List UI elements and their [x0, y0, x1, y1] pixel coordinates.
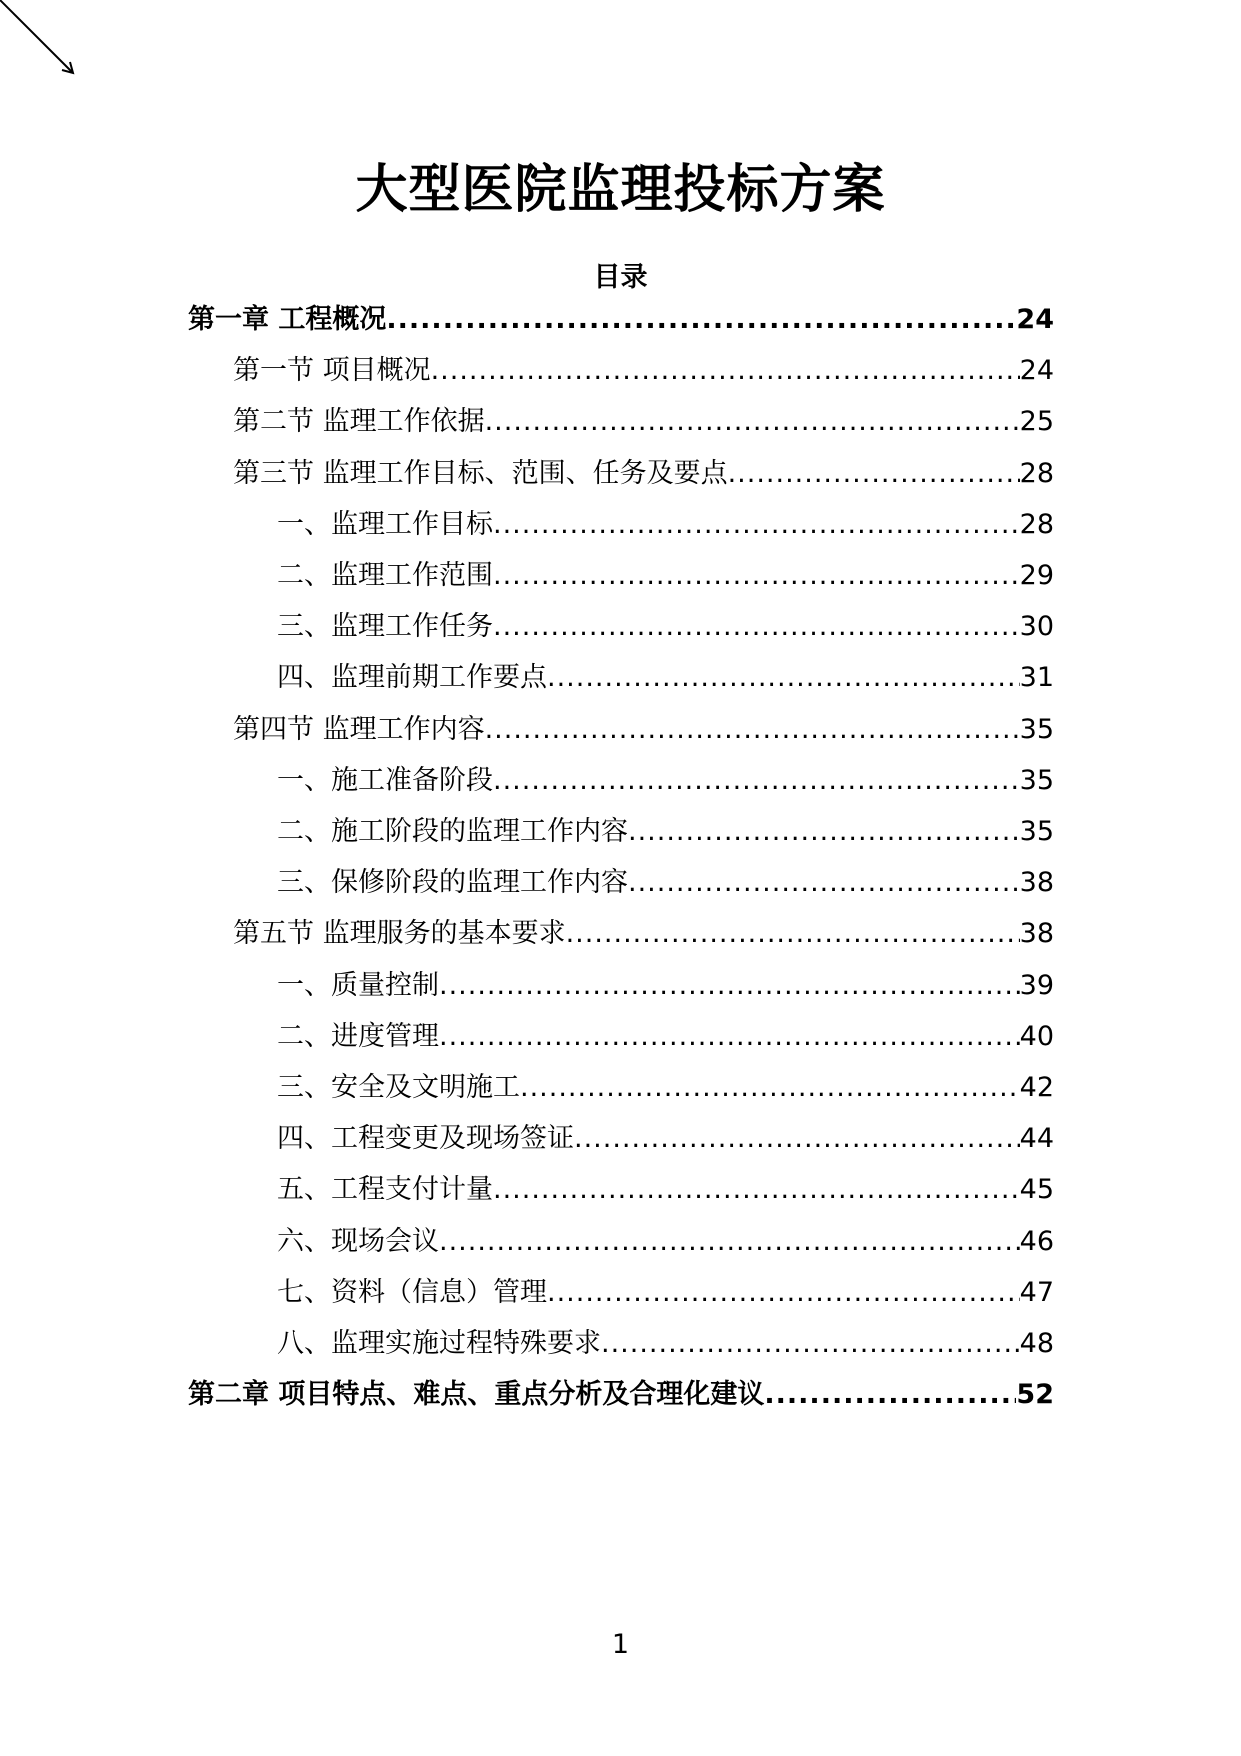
toc-dot-leader	[493, 554, 1020, 598]
toc-entry-label: 第三节 监理工作目标、范围、任务及要点	[233, 458, 728, 489]
toc-entry[interactable]	[277, 656, 1054, 700]
toc-entry[interactable]	[277, 1220, 1054, 1264]
toc-entry-label: 三、监理工作任务	[277, 611, 493, 642]
toc-entry-page: 28	[1019, 458, 1054, 489]
toc-entry[interactable]	[233, 912, 1054, 956]
toc-dot-leader	[439, 1220, 1020, 1264]
toc-entry-label: 三、保修阶段的监理工作内容	[277, 867, 628, 898]
toc-dot-leader	[764, 1373, 1016, 1417]
toc-dot-leader	[628, 810, 1020, 854]
toc-entry-page: 29	[1019, 560, 1054, 591]
toc-entry-page: 24	[1019, 355, 1054, 386]
toc-heading: 目录	[593, 262, 648, 293]
toc-entry[interactable]	[277, 1015, 1054, 1059]
toc-entry-label: 一、施工准备阶段	[277, 765, 493, 796]
toc-dot-leader	[493, 605, 1020, 649]
toc-dot-leader	[574, 1117, 1020, 1161]
toc-entry-page: 47	[1019, 1277, 1054, 1308]
toc-entry-label: 四、监理前期工作要点	[277, 662, 547, 693]
toc-entry-page: 35	[1019, 714, 1054, 745]
toc-dot-leader	[439, 964, 1020, 1008]
page-number: 1	[611, 1629, 630, 1660]
toc-entry-label: 一、监理工作目标	[277, 509, 493, 540]
toc-entry[interactable]	[277, 1117, 1054, 1161]
toc-entry-label: 八、监理实施过程特殊要求	[277, 1328, 601, 1359]
toc-entry-page: 30	[1019, 611, 1054, 642]
toc-entry-page: 44	[1019, 1123, 1054, 1154]
toc-dot-leader	[628, 861, 1020, 905]
toc-entry[interactable]	[277, 1168, 1054, 1212]
toc-dot-leader	[493, 503, 1020, 547]
toc-dot-leader	[728, 452, 1020, 496]
toc-entry[interactable]	[233, 400, 1054, 444]
toc-dot-leader	[520, 1066, 1020, 1110]
toc-entry[interactable]	[277, 554, 1054, 598]
toc-dot-leader	[547, 656, 1020, 700]
toc-entry-page: 42	[1019, 1072, 1054, 1103]
toc-entry-label: 一、质量控制	[277, 970, 439, 1001]
toc-entry-page: 40	[1019, 1021, 1054, 1052]
toc-entry-label: 二、进度管理	[277, 1021, 439, 1052]
toc-entry-page: 45	[1019, 1174, 1054, 1205]
toc-entry-label: 六、现场会议	[277, 1226, 439, 1257]
toc-entry-page: 35	[1019, 816, 1054, 847]
toc-entry-page: 31	[1019, 662, 1054, 693]
toc-entry-page: 38	[1019, 867, 1054, 898]
toc-entry-page: 28	[1019, 509, 1054, 540]
toc-entry[interactable]	[277, 1322, 1054, 1366]
toc-entry[interactable]	[277, 1271, 1054, 1315]
toc-entry-label: 第四节 监理工作内容	[233, 714, 485, 745]
toc-entry[interactable]	[277, 1066, 1054, 1110]
toc-entry[interactable]	[277, 605, 1054, 649]
toc-entry[interactable]	[188, 298, 1054, 342]
toc-entry-page: 35	[1019, 765, 1054, 796]
toc-dot-leader	[386, 298, 1016, 342]
toc-entry[interactable]	[277, 861, 1054, 905]
toc-entry-page: 38	[1019, 918, 1054, 949]
toc-dot-leader	[566, 912, 1020, 956]
toc-entry-page: 52	[1016, 1379, 1054, 1410]
toc-entry[interactable]	[188, 1373, 1054, 1417]
toc-dot-leader	[547, 1271, 1020, 1315]
toc-entry[interactable]	[233, 452, 1054, 496]
toc-entry-page: 24	[1016, 304, 1054, 335]
toc-entry-label: 七、资料（信息）管理	[277, 1277, 547, 1308]
toc-entry[interactable]	[277, 759, 1054, 803]
toc-entry-label: 二、监理工作范围	[277, 560, 493, 591]
toc-entry[interactable]	[233, 708, 1054, 752]
toc-entry-label: 第五节 监理服务的基本要求	[233, 918, 566, 949]
document-title: 大型医院监理投标方案	[355, 160, 886, 220]
toc-dot-leader	[431, 349, 1020, 393]
toc-entry[interactable]	[277, 964, 1054, 1008]
toc-dot-leader	[493, 1168, 1020, 1212]
toc-dot-leader	[485, 708, 1020, 752]
toc-entry-page: 46	[1019, 1226, 1054, 1257]
toc-entry[interactable]	[233, 349, 1054, 393]
toc-dot-leader	[485, 400, 1020, 444]
toc-entry-label: 第二节 监理工作依据	[233, 406, 485, 437]
toc-entry-page: 25	[1019, 406, 1054, 437]
corner-arrow-icon	[0, 0, 80, 80]
toc-entry-label: 第一章 工程概况	[188, 304, 387, 335]
toc-entry-page: 39	[1019, 970, 1054, 1001]
toc-entry-label: 三、安全及文明施工	[277, 1072, 520, 1103]
toc-entry-label: 第一节 项目概况	[233, 355, 431, 386]
toc-dot-leader	[601, 1322, 1020, 1366]
toc-entry-label: 四、工程变更及现场签证	[277, 1123, 574, 1154]
toc-entry-page: 48	[1019, 1328, 1054, 1359]
toc-entry-label: 第二章 项目特点、难点、重点分析及合理化建议	[188, 1379, 765, 1410]
toc-entry-label: 二、施工阶段的监理工作内容	[277, 816, 628, 847]
toc-entry[interactable]	[277, 810, 1054, 854]
toc-dot-leader	[439, 1015, 1020, 1059]
toc-entry-label: 五、工程支付计量	[277, 1174, 493, 1205]
toc-entry[interactable]	[277, 503, 1054, 547]
toc-dot-leader	[493, 759, 1020, 803]
